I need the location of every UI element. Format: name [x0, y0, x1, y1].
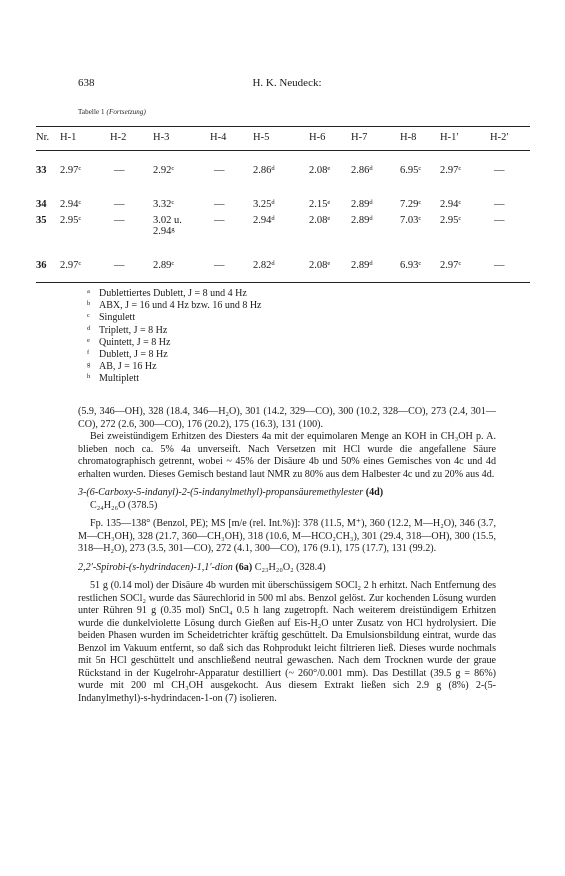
cell: —: [494, 214, 505, 226]
cell: 2.89$^d$: [351, 198, 373, 210]
table-footnotes: [87, 288, 261, 386]
cell: 2.08e: [309, 214, 331, 226]
cell: 6.95$^c$: [400, 164, 422, 176]
table-row: [36, 165, 530, 176]
cell: 2.95$^c$: [60, 214, 82, 226]
cell: 2.08e: [309, 164, 331, 176]
paragraph: 51 g (0.14 mol) der Disäure 4b wurden mit überschüssigem SOCl₂ 2 h erhitzt. Nach Entfernung des restlichen SOCl₂ wurde das Säurechlorid in 500 ml abs. Benzol gelöst. Zur kochenden Lösung wurden unter Rühren 91 g (0.35 mol) SnCl₄ 0.5 h lang zugetropft. Nach weiterem dreistündigem Erhitzen wurde die dunkelviolette Lösung durch Gießen auf Eis-H₂O unter Zusatz von HCl hydrolysiert. Die beiden Phasen wurden im Scheidetrichter kräftig geschüttelt. Da Emulsionsbildung eintrat, wurde das Benzol im Vakuum entfernt, so daß sich das Rohprodukt leicht filtrieren ließ. Dieses wurde nochmals mit 5n HCl geschüttelt und anschließend neutral gewaschen. Nach dem Trocknen wurde der graue Rückstand in der Kugelrohr-Apparatur destilliert (~ 260°/0.001 mm). Das Destillat (39.5 g = 86%) wurde mit 200 ml CH₃OH ausgekocht. Aus diesem Extrakt ließen sich 2.9 g (8%) 2-(5-Indanylmethyl)-s-hydrindacen-1-on (7) isolieren.: [78, 580, 496, 704]
cell: 2.94$^d$: [253, 214, 275, 226]
cell: 2.86$^d$: [253, 164, 275, 176]
cell: —: [214, 214, 225, 226]
paragraph: Fp. 135—138° (Benzol, PE); MS [m/e (rel. Int.%)]: 378 (11.5, M⁺), 360 (12.2, M—H₂O), 346 (3.7, M—CH₃OH), 328 (21.7, 360—CH₃OH), 318 (10.6, M—HCO₂CH₃), 301 (29.4, 318—OH), 300 (15.5, 318—H₂O), 273 (3.5, 301—CO), 272 (4.1, 300—CO), 176 (9.1), 175 (17.7), 131 (99.2).: [78, 518, 496, 554]
cell: 3.32$^c$: [153, 198, 175, 210]
col-header: H-1′: [440, 127, 490, 151]
cell: —: [214, 259, 225, 271]
cell: —: [214, 164, 225, 176]
cell: 2.94$^c$: [60, 198, 82, 210]
col-header: Nr.: [36, 127, 60, 151]
footnote: $^h$ Multiplett: [87, 373, 139, 385]
cell: 2.97$^c$: [60, 164, 82, 176]
compound-formula: C₂₄H₂₆O (378.5): [90, 499, 158, 511]
cell: 6.93$^c$: [400, 259, 422, 271]
table-continuation: (Fortsetzung): [106, 108, 146, 116]
cell: 2.86$^d$: [351, 164, 373, 176]
cell: 2.82$^d$: [253, 259, 275, 271]
cell: —: [114, 198, 125, 210]
table-row: [36, 237, 530, 260]
cell: 2.97$^c$: [440, 259, 462, 271]
table-label: Tabelle 1: [78, 108, 105, 116]
cell: —: [114, 259, 125, 271]
cell: —: [494, 198, 505, 210]
paragraph: (5.9, 346—OH), 328 (18.4, 346—H₂O), 301 (14.2, 329—CO), 300 (10.2, 328—CO), 273 (2.4, 301—CO), 272 (2.6, 300—CO), 176 (20.2), 175 (16.3), 131 (100).: [78, 406, 496, 430]
footnote: $^e$ Quintett, J = 8 Hz: [87, 336, 171, 348]
nmr-table: [36, 126, 530, 271]
footnote: $^f$ Dublett, J = 8 Hz: [87, 349, 168, 361]
cell: 2.89$^d$: [351, 214, 373, 226]
page-header: [78, 77, 496, 93]
col-header: H-3: [153, 127, 210, 151]
col-header: H-6: [309, 127, 351, 151]
cell: 2.94$^c$: [440, 198, 462, 210]
cell: 2.97$^c$: [440, 164, 462, 176]
table-caption: [78, 108, 146, 116]
footnote: $^a$ Dublettiertes Dublett, J = 8 und 4 Hz: [87, 288, 247, 299]
cell: 2.08e: [309, 259, 331, 271]
cell: —: [494, 164, 505, 176]
table-header-row: [36, 127, 530, 151]
cell: 2.97$^c$: [60, 259, 82, 271]
col-header: H-2: [110, 127, 153, 151]
row-number: 33: [36, 164, 47, 176]
compound-heading: 3-(6-Carboxy-5-indanyl)-2-(5-indanylmethyl)-propansäuremethylester (4d): [78, 487, 384, 498]
col-header: H-5: [253, 127, 309, 151]
cell: 2.15e: [309, 198, 331, 210]
table-row: [36, 199, 530, 210]
paragraph: Bei zweistündigem Erhitzen des Diesters 4a mit der equimolaren Menge an KOH in CH₃OH p. A. blieben noch ca. 5% 4a unverseift. Nach Versetzen mit HCl wurde die angefallene Säure chromatographisch getrennt, wobei ~ 45% der Disäure 4b und 50% eines Gemisches von 4c und 4d erhalten wurden. Dieses Gemisch bestand laut NMR zu 80% aus dem Halbester 4c und zu 20% aus 4d.: [78, 431, 496, 480]
running-head: H. K. Neudeck:: [252, 77, 322, 89]
table-row: [36, 215, 530, 237]
cell: 2.89$^c$: [153, 259, 175, 271]
footnote: $^d$ Triplett, J = 8 Hz: [87, 324, 168, 336]
row-number: 35: [36, 214, 47, 226]
cell: 2.92$^c$: [153, 164, 175, 176]
body-text: [78, 406, 496, 705]
cell: 3.25$^d$: [253, 198, 275, 210]
cell: —: [114, 214, 125, 226]
cell: 3.02 u. 2.94$^g$: [153, 214, 182, 237]
cell: 7.29$^c$: [400, 198, 422, 210]
row-number: 34: [36, 198, 47, 210]
col-header: H-7: [351, 127, 400, 151]
footnote: $^c$ Singulett: [87, 312, 136, 324]
cell: —: [214, 198, 225, 210]
cell: 2.95$^c$: [440, 214, 462, 226]
footnote: $^b$ ABX, J = 16 und 4 Hz bzw. 16 und 8 Hz: [87, 300, 262, 312]
row-number: 36: [36, 259, 47, 271]
footnote: $^g$ AB, J = 16 Hz: [87, 361, 157, 373]
cell: 7.03$^c$: [400, 214, 422, 226]
col-header: H-8: [400, 127, 440, 151]
col-header: H-1: [60, 127, 110, 151]
compound-heading: 2,2′-Spirobi-(s-hydrindacen)-1,1′-dion (6a) C₂₃H₂₀O₂ (328.4): [78, 561, 326, 573]
cell: —: [494, 259, 505, 271]
col-header: H-2′: [490, 127, 530, 151]
cell: —: [114, 164, 125, 176]
cell: 2.89$^d$: [351, 259, 373, 271]
table-row: [36, 151, 530, 165]
table-row: [36, 260, 530, 271]
page-number: 638: [78, 77, 95, 89]
table-row: [36, 176, 530, 199]
col-header: H-4: [210, 127, 253, 151]
table-bottom-rule: [36, 282, 530, 283]
